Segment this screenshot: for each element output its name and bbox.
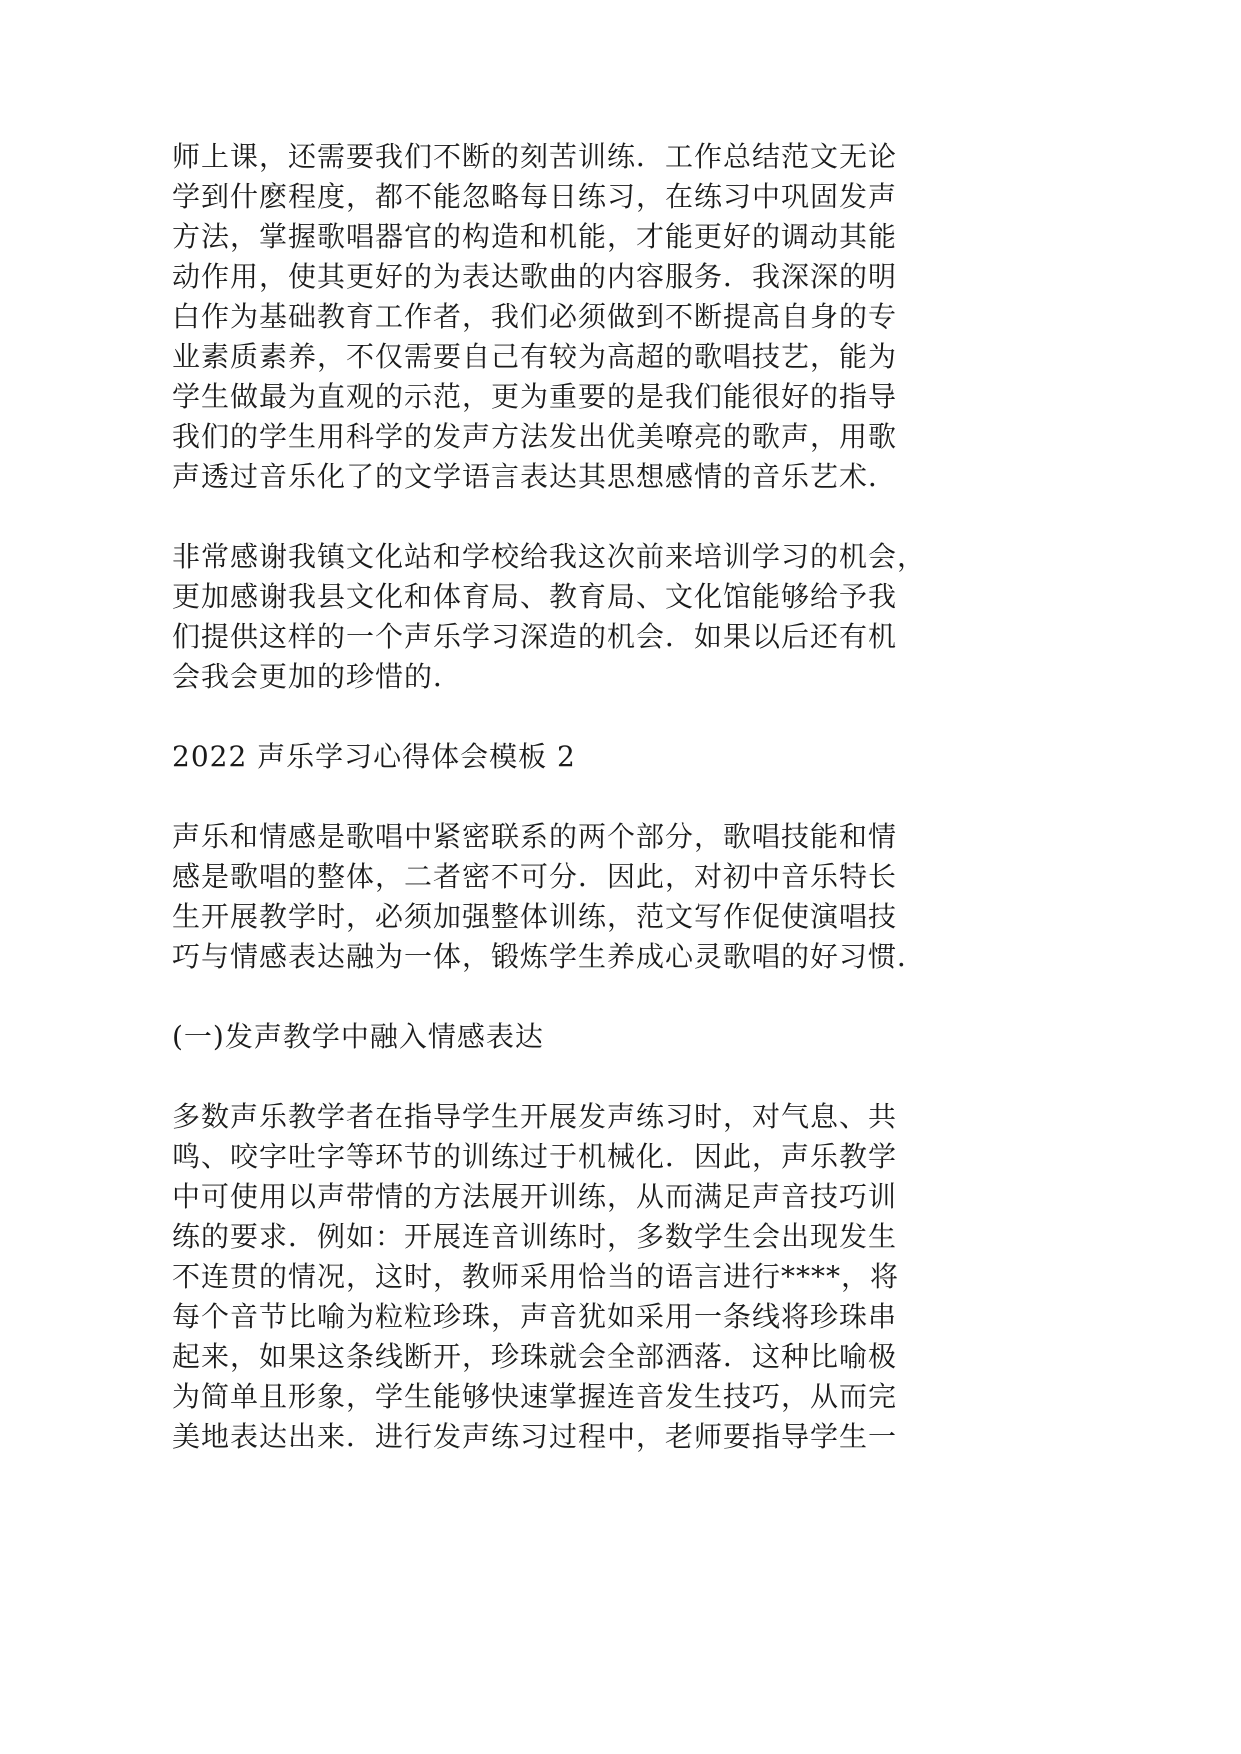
text-line: 学生做最为直观的示范，更为重要的是我们能很好的指导 (172, 380, 898, 413)
paragraph-4 (172, 1097, 932, 1457)
subsection-heading (172, 1017, 932, 1057)
text-line: 不连贯的情况，这时，教师采用恰当的语言进行****，将 (172, 1260, 900, 1293)
text-line: 鸣、咬字吐字等环节的训练过于机械化．因此，声乐教学 (172, 1140, 898, 1173)
text-line: 生开展教学时，必须加强整体训练，范文写作促使演唱技 (172, 900, 898, 933)
text-line: 更加感谢我县文化和体育局、教育局、文化馆能够给予我 (172, 580, 898, 613)
text-line: 我们的学生用科学的发声方法发出优美嘹亮的歌声，用歌 (172, 420, 898, 453)
text-line: 每个音节比喻为粒粒珍珠，声音犹如采用一条线将珍珠串 (172, 1300, 898, 1333)
text-line: 多数声乐教学者在指导学生开展发声练习时，对气息、共 (172, 1100, 898, 1133)
text-line: 方法，掌握歌唱器官的构造和机能，才能更好的调动其能 (172, 220, 898, 253)
paragraph-spacer (172, 977, 932, 1017)
text-line: 为简单且形象，学生能够快速掌握连音发生技巧，从而完 (172, 1380, 898, 1413)
paragraph-spacer (172, 777, 932, 817)
document-body (172, 137, 932, 1457)
text-line: 练的要求．例如：开展连音训练时，多数学生会出现发生 (172, 1220, 898, 1253)
paragraph-spacer (172, 497, 932, 537)
text-line: 师上课，还需要我们不断的刻苦训练．工作总结范文无论 (172, 140, 898, 173)
text-line: 声透过音乐化了的文学语言表达其思想感情的音乐艺术． (172, 460, 898, 493)
paragraph-2 (172, 537, 932, 697)
text-line: 业素质素养，不仅需要自己有较为高超的歌唱技艺，能为 (172, 340, 898, 373)
heading-line: 2022 声乐学习心得体会模板 2 (172, 740, 576, 773)
text-line: 巧与情感表达融为一体，锻炼学生养成心灵歌唱的好习惯． (172, 940, 927, 973)
text-line: 学到什麽程度，都不能忽略每日练习，在练习中巩固发声 (172, 180, 898, 213)
section-heading (172, 737, 932, 777)
text-line: 会我会更加的珍惜的． (172, 660, 463, 693)
heading-line: (一)发声教学中融入情感表达 (172, 1020, 544, 1053)
text-line: 起来，如果这条线断开，珍珠就会全部洒落．这种比喻极 (172, 1340, 898, 1373)
text-line: 感是歌唱的整体，二者密不可分．因此，对初中音乐特长 (172, 860, 898, 893)
paragraph-1 (172, 137, 932, 497)
paragraph-3 (172, 817, 932, 977)
text-line: 非常感谢我镇文化站和学校给我这次前来培训学习的机会， (172, 540, 927, 573)
text-line: 们提供这样的一个声乐学习深造的机会．如果以后还有机 (172, 620, 898, 653)
paragraph-spacer (172, 697, 932, 737)
paragraph-spacer (172, 1057, 932, 1097)
text-line: 美地表达出来．进行发声练习过程中，老师要指导学生一 (172, 1420, 898, 1453)
text-line: 声乐和情感是歌唱中紧密联系的两个部分，歌唱技能和情 (172, 820, 898, 853)
text-line: 中可使用以声带情的方法展开训练，从而满足声音技巧训 (172, 1180, 898, 1213)
text-line: 动作用，使其更好的为表达歌曲的内容服务．我深深的明 (172, 260, 898, 293)
text-line: 白作为基础教育工作者，我们必须做到不断提高自身的专 (172, 300, 898, 333)
